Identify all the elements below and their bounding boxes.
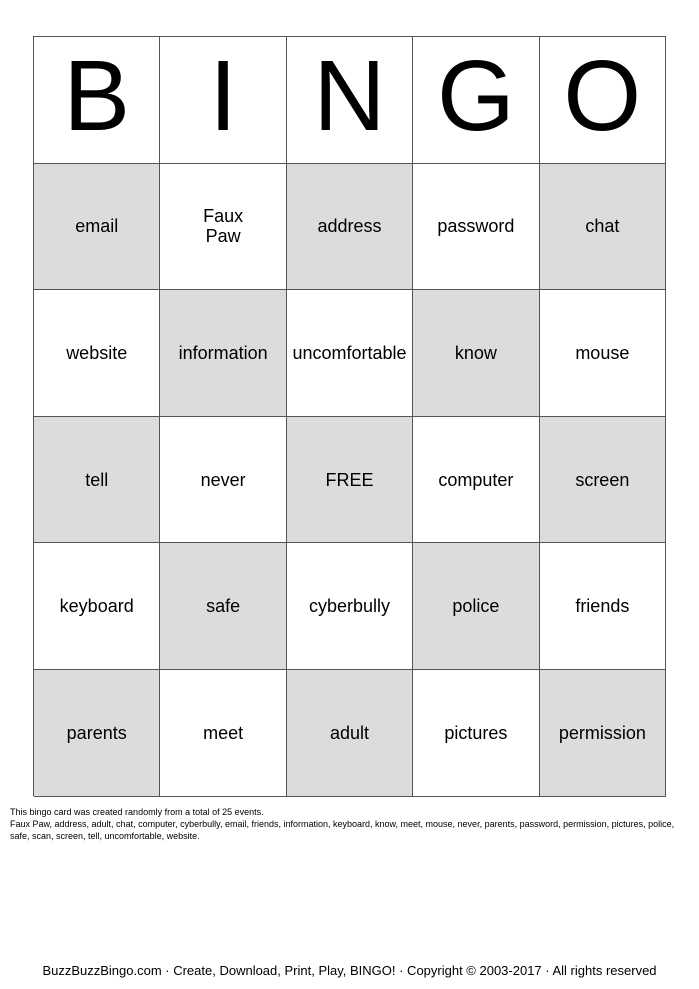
bingo-cell: pictures (413, 670, 539, 797)
header-row (34, 37, 666, 164)
bingo-cell: meet (160, 670, 286, 797)
bingo-cell: email (34, 164, 160, 291)
bingo-cell: Faux Paw (160, 164, 286, 291)
bingo-cell: keyboard (34, 543, 160, 670)
bingo-cell: permission (540, 670, 666, 797)
bingo-cell: friends (540, 543, 666, 670)
header-letter-i: I (160, 37, 286, 164)
bingo-grid (34, 164, 666, 797)
card-info-summary: This bingo card was created randomly from a total of 25 events. (10, 807, 264, 817)
page-footer: BuzzBuzzBingo.com · Create, Download, Print, Play, BINGO! · Copyright © 2003-2017 · All rights reserved (42, 963, 657, 978)
bingo-cell: safe (160, 543, 286, 670)
bingo-row (34, 290, 666, 417)
bingo-cell: parents (34, 670, 160, 797)
bingo-cell: address (287, 164, 413, 291)
bingo-row (34, 543, 666, 670)
header-letter-g: G (413, 37, 539, 164)
bingo-row (34, 417, 666, 544)
bingo-card (33, 36, 666, 796)
bingo-cell: adult (287, 670, 413, 797)
header-letter-b: B (34, 37, 160, 164)
bingo-row (34, 164, 666, 291)
bingo-cell: information (160, 290, 286, 417)
bingo-cell: website (34, 290, 160, 417)
header-letter-n: N (287, 37, 413, 164)
bingo-cell: password (413, 164, 539, 291)
bingo-cell: cyberbully (287, 543, 413, 670)
bingo-cell: FREE (287, 417, 413, 544)
bingo-row (34, 670, 666, 797)
bingo-cell: uncomfortable (287, 290, 413, 417)
card-info (10, 806, 690, 842)
bingo-cell: screen (540, 417, 666, 544)
bingo-cell: chat (540, 164, 666, 291)
bingo-cell: tell (34, 417, 160, 544)
bingo-cell: police (413, 543, 539, 670)
header-letter-o: O (540, 37, 666, 164)
bingo-cell: mouse (540, 290, 666, 417)
card-info-word-list: Faux Paw, address, adult, chat, computer, cyberbully, email, friends, information, keyboard, know, meet, mouse, never, parents, password, permission, pictures, police, safe, scan, screen, tell, uncomfortable, website. (10, 819, 675, 841)
bingo-cell: computer (413, 417, 539, 544)
bingo-cell: know (413, 290, 539, 417)
bingo-cell: never (160, 417, 286, 544)
